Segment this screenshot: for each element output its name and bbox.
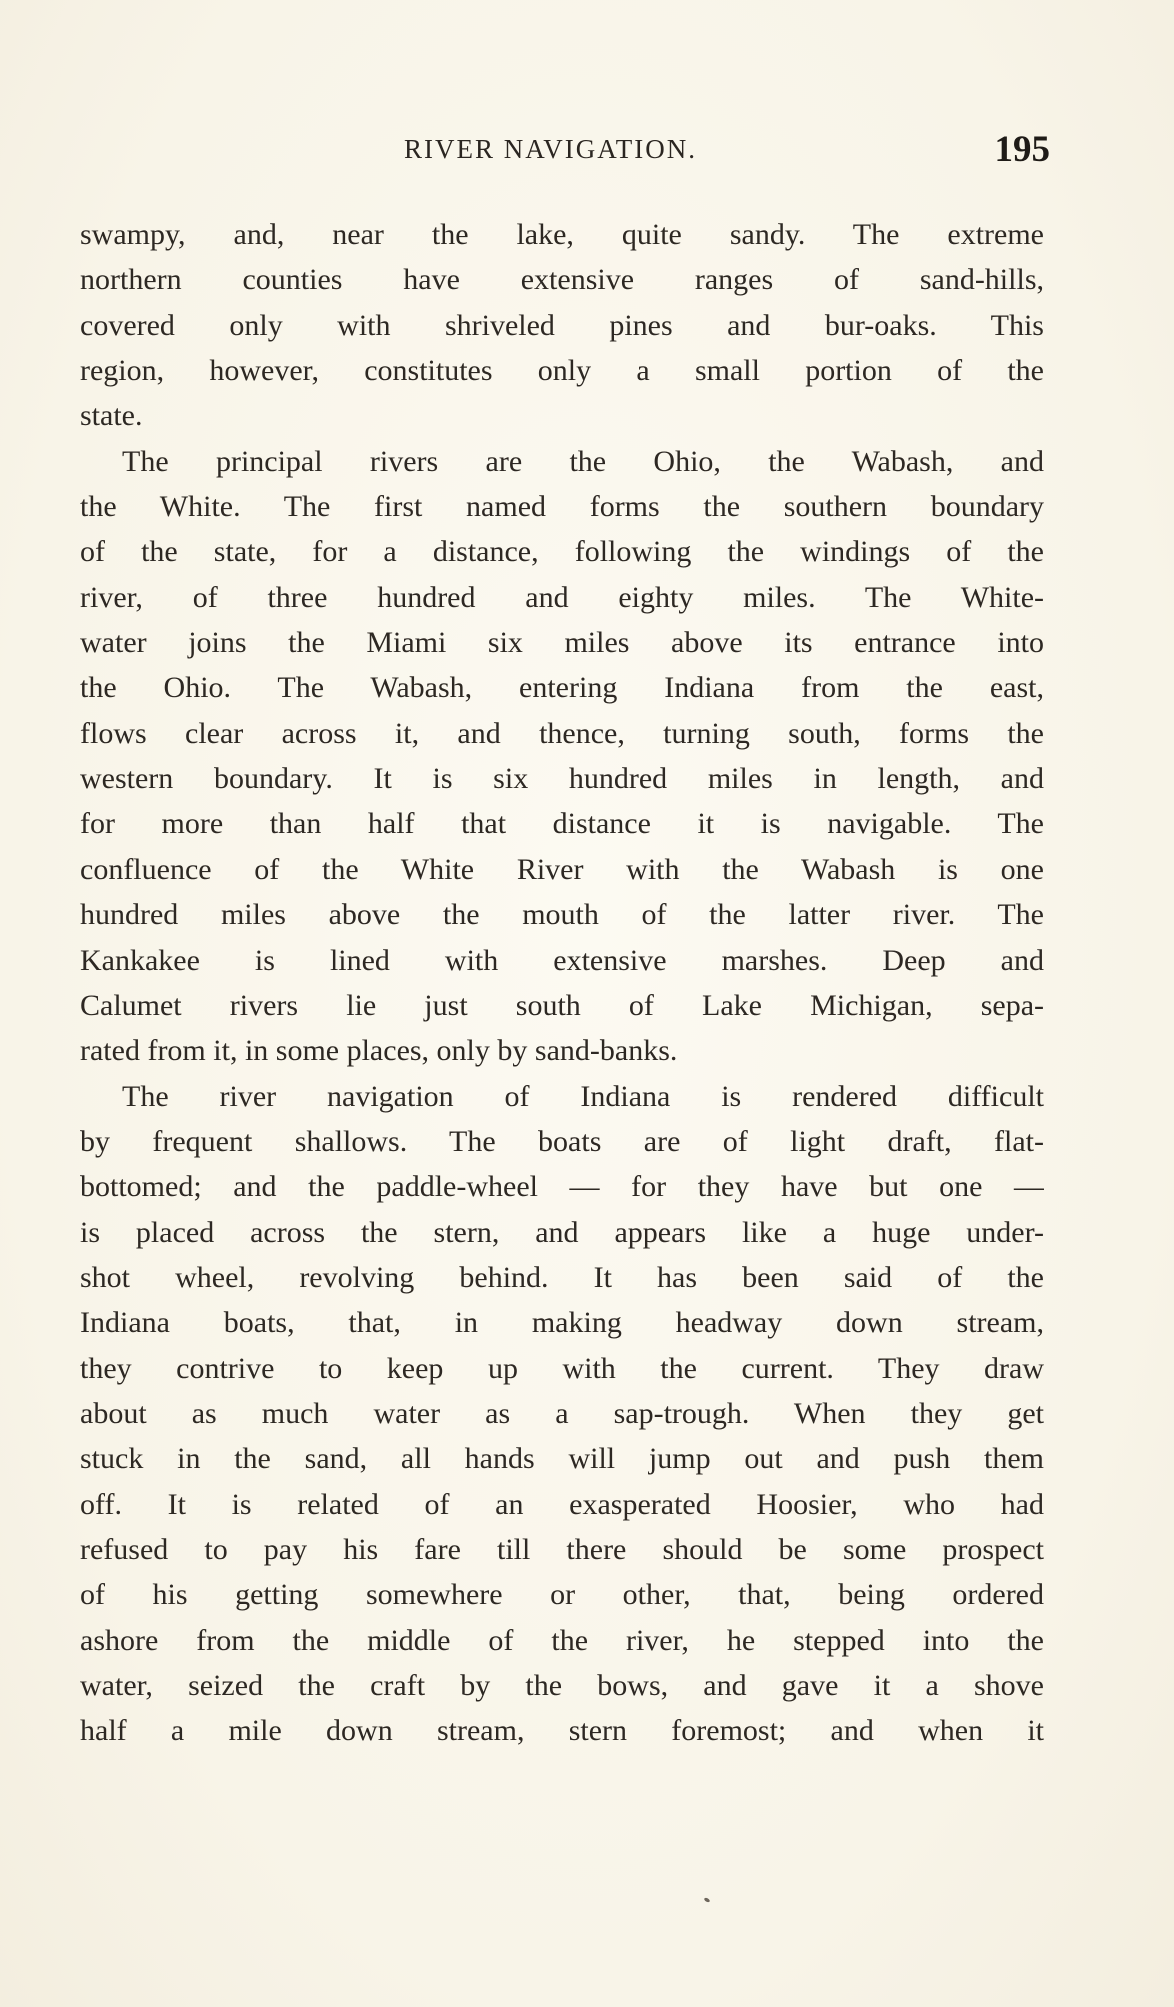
text-line: northern counties have extensive ranges of sand-hills,: [80, 263, 1044, 297]
text-line: half a mile down stream, stern foremost; and when it: [80, 1714, 1044, 1748]
text-line: ashore from the middle of the river, he stepped into the: [80, 1623, 1044, 1657]
text-line: they contrive to keep up with the current. They draw: [80, 1351, 1044, 1385]
text-line: about as much water as a sap-trough. When they get: [80, 1396, 1044, 1430]
text-line: western boundary. It is six hundred miles in length, and: [80, 762, 1044, 796]
text-line: by frequent shallows. The boats are of light draft, flat-: [80, 1124, 1044, 1158]
text-line: off. It is related of an exasperated Hoosier, who had: [80, 1487, 1044, 1521]
text-line: The river navigation of Indiana is rendered difficult: [122, 1079, 1044, 1113]
text-line: Kankakee is lined with extensive marshes. Deep and: [80, 943, 1044, 977]
text-line: flows clear across it, and thence, turning south, forms the: [80, 716, 1044, 750]
page-number: 195: [994, 129, 1050, 170]
body-text: [80, 212, 1044, 1754]
text-line: region, however, constitutes only a small portion of the: [80, 354, 1044, 388]
ink-speck: [704, 1897, 711, 1903]
text-line: bottomed; and the paddle-wheel — for they have but one —: [80, 1170, 1044, 1204]
text-line: water joins the Miami six miles above its entrance into: [80, 626, 1044, 660]
text-line: The principal rivers are the Ohio, the Wabash, and: [122, 444, 1044, 478]
text-line: for more than half that distance it is navigable. The: [80, 807, 1044, 841]
text-line: of his getting somewhere or other, that, being ordered: [80, 1578, 1044, 1612]
text-line: confluence of the White River with the Wabash is one: [80, 852, 1044, 886]
text-line: swampy, and, near the lake, quite sandy. The extreme: [80, 218, 1044, 251]
text-line: hundred miles above the mouth of the latter river. The: [80, 898, 1044, 932]
text-line: Calumet rivers lie just south of Lake Michigan, sepa-: [80, 988, 1044, 1022]
text-line: shot wheel, revolving behind. It has been said of the: [80, 1260, 1044, 1294]
text-line: the White. The first named forms the southern boundary: [80, 490, 1044, 524]
text-line: the Ohio. The Wabash, entering Indiana from the east,: [80, 671, 1044, 705]
text-line: state.: [80, 399, 143, 433]
text-line: Indiana boats, that, in making headway down stream,: [80, 1306, 1044, 1340]
text-line: rated from it, in some places, only by sand-banks.: [80, 1034, 678, 1068]
text-line: is placed across the stern, and appears like a huge under-: [80, 1215, 1044, 1249]
text-line: of the state, for a distance, following the windings of the: [80, 535, 1044, 569]
running-head: RIVER NAVIGATION.: [404, 134, 697, 164]
text-line: stuck in the sand, all hands will jump out and push them: [80, 1442, 1044, 1476]
text-line: refused to pay his fare till there should be some prospect: [80, 1532, 1044, 1566]
text-line: water, seized the craft by the bows, and gave it a shove: [80, 1669, 1044, 1702]
text-line: river, of three hundred and eighty miles. The White-: [80, 580, 1044, 614]
text-line: covered only with shriveled pines and bur-oaks. This: [80, 308, 1044, 342]
